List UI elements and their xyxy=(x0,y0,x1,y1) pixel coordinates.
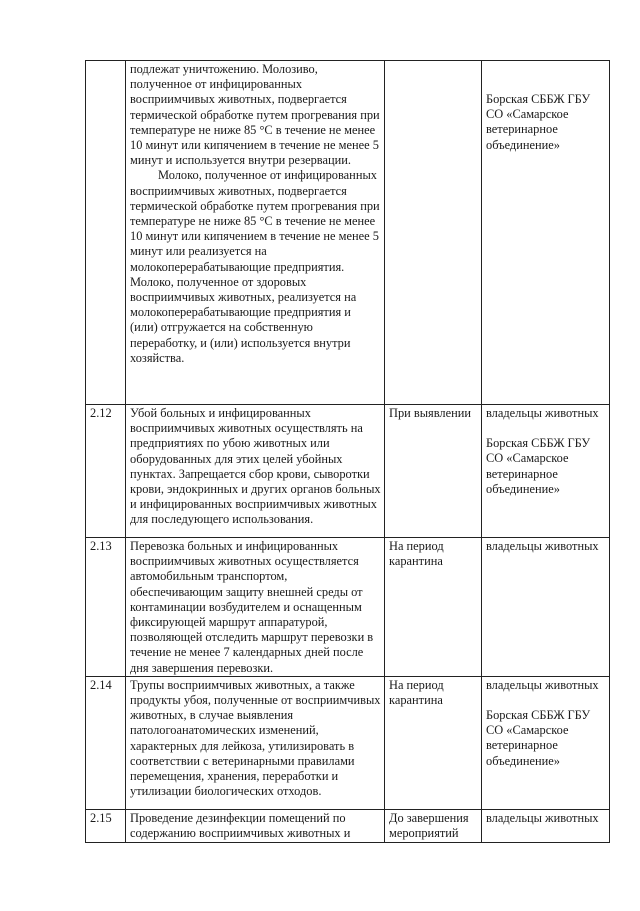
responsible-party: владельцы животных xyxy=(486,406,599,420)
measure-text-cell xyxy=(126,538,385,677)
row-number-cell: 2.13 xyxy=(86,538,126,677)
table-row xyxy=(86,538,610,677)
responsible-cell xyxy=(482,676,610,809)
row-number-cell: 2.12 xyxy=(86,405,126,538)
responsible-party: владельцы животных xyxy=(486,810,599,825)
responsible-party: Борская СББЖ ГБУ СО «Самарское ветеринарное объединение» xyxy=(486,92,591,152)
responsible-party: владельцы животных xyxy=(486,539,599,553)
table-row xyxy=(86,61,610,405)
measure-paragraph: Убой больных и инфицированных восприимчивых животных осуществлять на предприятиях по убою животных или оборудованных для этих целей убойных пунктах. Запрещается сбор крови, сыворотки крови, эндокринных и других органов больных и инфицированных восприимчивых животных для последующего использования. xyxy=(130,406,381,527)
responsible-party: Борская СББЖ ГБУ СО «Самарское ветеринарное объединение» xyxy=(486,436,591,496)
responsible-party: владельцы животных xyxy=(486,677,599,692)
measure-text-cell xyxy=(126,405,385,538)
measure-paragraph: Перевозка больных и инфицированных восприимчивых животных осуществляется автомобильным транспортом, обеспечивающим защиту внешней среды от контаминации возбудителем и оснащенным фиксирующей маршрут аппаратурой, позволяющей отследить маршрут перевозки в течение не менее 7 календарных дней после дня завершения перевозки. xyxy=(130,539,374,675)
measure-text-cell xyxy=(126,676,385,809)
measure-text-cell xyxy=(126,61,385,405)
row-number-cell xyxy=(86,61,126,405)
responsible-party: Борская СББЖ ГБУ СО «Самарское ветеринарное объединение» xyxy=(486,708,591,768)
responsible-cell xyxy=(482,538,610,677)
measure-text-cell xyxy=(126,809,385,842)
term-cell: На период карантина xyxy=(385,538,482,677)
term-cell xyxy=(385,61,482,405)
row-number-cell: 2.15 xyxy=(86,809,126,842)
responsible-cell xyxy=(482,61,610,405)
measure-paragraph: подлежат уничтожению. Молозиво, полученное от инфицированных восприимчивых животных, подвергается термической обработке путем прогревания при температуре не ниже 85 °С в течение не менее 10 минут или кипячением в течение не менее 5 минут и используется внутри резервации. xyxy=(130,62,380,168)
table-row xyxy=(86,809,610,842)
measure-paragraph: Проведение дезинфекции помещений по содержанию восприимчивых животных и xyxy=(130,810,351,841)
measures-table xyxy=(85,60,610,843)
term-cell: На период карантина xyxy=(385,676,482,809)
table-row xyxy=(86,676,610,809)
responsible-cell xyxy=(482,809,610,842)
term-cell: При выявлении xyxy=(385,405,482,538)
responsible-cell xyxy=(482,405,610,538)
measure-paragraph: Молоко, полученное от инфицированных восприимчивых животных, подвергается термической обработке путем прогревания при температуре не ниже 85 °С в течение не менее 10 минут или кипячением в течение не менее 5 минут или реализуется на молокоперерабатывающие предприятия. Молоко, полученное от здоровых восприимчивых животных, реализуется на молокоперерабатывающие предприятия и (или) отгружается на собственную переработку, и (или) используется внутри хозяйства. xyxy=(130,168,380,365)
term-cell: До завершения мероприятий xyxy=(385,809,482,842)
row-number-cell: 2.14 xyxy=(86,676,126,809)
measure-paragraph: Трупы восприимчивых животных, а также продукты убоя, полученные от восприимчивых животных, в случае выявления патологоанатомических изменений, характерных для лейкоза, утилизировать в соответствии с ветеринарными правилами перемещения, хранения, переработки и утилизации биологических отходов. xyxy=(130,677,381,799)
table-row xyxy=(86,405,610,538)
